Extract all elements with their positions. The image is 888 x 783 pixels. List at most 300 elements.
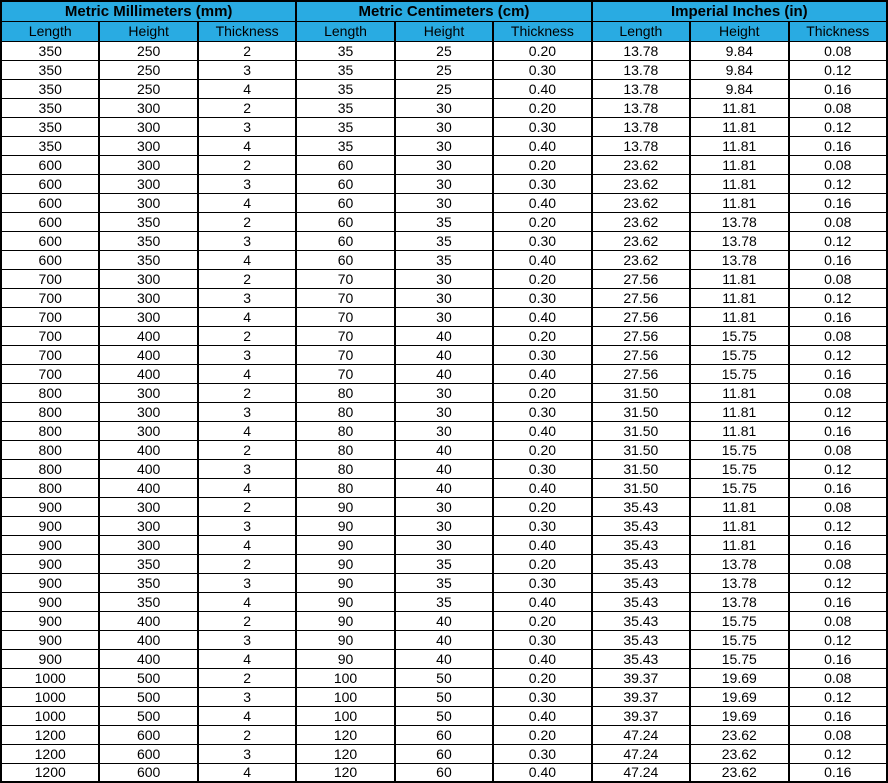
table-cell: 15.75: [690, 326, 788, 345]
table-cell: 0.20: [493, 155, 591, 174]
table-cell: 300: [99, 402, 197, 421]
table-cell: 35: [395, 592, 493, 611]
table-cell: 350: [1, 79, 99, 98]
table-cell: 120: [296, 763, 394, 782]
table-cell: 350: [1, 41, 99, 60]
table-cell: 4: [198, 364, 296, 383]
table-cell: 800: [1, 421, 99, 440]
table-cell: 23.62: [592, 250, 690, 269]
table-cell: 3: [198, 744, 296, 763]
table-cell: 0.16: [789, 763, 888, 782]
table-cell: 40: [395, 364, 493, 383]
table-row: [1, 117, 887, 136]
table-cell: 90: [296, 592, 394, 611]
table-cell: 0.12: [789, 459, 888, 478]
table-cell: 40: [395, 440, 493, 459]
table-row: [1, 649, 887, 668]
table-cell: 350: [99, 592, 197, 611]
table-row: [1, 744, 887, 763]
table-cell: 100: [296, 668, 394, 687]
table-cell: 0.30: [493, 288, 591, 307]
table-cell: 15.75: [690, 364, 788, 383]
table-cell: 35.43: [592, 630, 690, 649]
table-cell: 4: [198, 535, 296, 554]
table-cell: 4: [198, 250, 296, 269]
table-cell: 35: [296, 60, 394, 79]
table-cell: 350: [1, 136, 99, 155]
table-cell: 2: [198, 497, 296, 516]
table-cell: 0.08: [789, 383, 888, 402]
table-cell: 50: [395, 706, 493, 725]
table-cell: 500: [99, 668, 197, 687]
table-cell: 4: [198, 193, 296, 212]
table-cell: 70: [296, 326, 394, 345]
table-cell: 23.62: [690, 744, 788, 763]
table-cell: 15.75: [690, 459, 788, 478]
table-cell: 3: [198, 174, 296, 193]
table-cell: 0.20: [493, 326, 591, 345]
table-cell: 9.84: [690, 79, 788, 98]
table-cell: 1200: [1, 725, 99, 744]
table-cell: 60: [395, 725, 493, 744]
group-header-mm: Metric Millimeters (mm): [1, 1, 296, 21]
table-cell: 13.78: [690, 231, 788, 250]
table-cell: 500: [99, 706, 197, 725]
table-cell: 47.24: [592, 763, 690, 782]
table-cell: 0.30: [493, 402, 591, 421]
table-cell: 31.50: [592, 459, 690, 478]
table-cell: 25: [395, 41, 493, 60]
table-cell: 900: [1, 535, 99, 554]
table-cell: 0.40: [493, 193, 591, 212]
table-cell: 300: [99, 421, 197, 440]
table-row: [1, 725, 887, 744]
table-cell: 70: [296, 288, 394, 307]
table-cell: 2: [198, 554, 296, 573]
table-cell: 0.40: [493, 364, 591, 383]
table-cell: 2: [198, 668, 296, 687]
table-cell: 350: [99, 573, 197, 592]
table-cell: 70: [296, 269, 394, 288]
table-cell: 0.20: [493, 668, 591, 687]
table-row: [1, 193, 887, 212]
table-row: [1, 687, 887, 706]
table-cell: 3: [198, 630, 296, 649]
table-cell: 39.37: [592, 668, 690, 687]
table-cell: 4: [198, 478, 296, 497]
table-cell: 0.08: [789, 668, 888, 687]
table-cell: 90: [296, 554, 394, 573]
table-cell: 0.16: [789, 706, 888, 725]
table-cell: 31.50: [592, 421, 690, 440]
table-cell: 350: [1, 117, 99, 136]
table-row: [1, 592, 887, 611]
table-cell: 3: [198, 687, 296, 706]
table-cell: 350: [99, 554, 197, 573]
table-cell: 250: [99, 79, 197, 98]
table-cell: 13.78: [690, 554, 788, 573]
table-cell: 11.81: [690, 174, 788, 193]
table-cell: 9.84: [690, 60, 788, 79]
table-cell: 0.16: [789, 478, 888, 497]
table-cell: 4: [198, 649, 296, 668]
table-cell: 30: [395, 174, 493, 193]
table-row: [1, 668, 887, 687]
table-cell: 3: [198, 288, 296, 307]
table-cell: 300: [99, 516, 197, 535]
table-cell: 500: [99, 687, 197, 706]
table-cell: 3: [198, 231, 296, 250]
table-cell: 70: [296, 307, 394, 326]
table-cell: 350: [99, 212, 197, 231]
table-cell: 300: [99, 535, 197, 554]
table-cell: 90: [296, 630, 394, 649]
table-cell: 600: [1, 212, 99, 231]
col-header-thickness-mm: Thickness: [198, 21, 296, 41]
table-cell: 600: [1, 155, 99, 174]
table-cell: 40: [395, 630, 493, 649]
table-cell: 60: [296, 231, 394, 250]
table-cell: 35: [395, 554, 493, 573]
table-row: [1, 288, 887, 307]
table-cell: 3: [198, 345, 296, 364]
table-cell: 15.75: [690, 440, 788, 459]
table-cell: 4: [198, 307, 296, 326]
table-cell: 250: [99, 60, 197, 79]
table-row: [1, 212, 887, 231]
table-cell: 35.43: [592, 516, 690, 535]
table-cell: 11.81: [690, 193, 788, 212]
table-cell: 0.20: [493, 269, 591, 288]
table-cell: 30: [395, 421, 493, 440]
table-cell: 30: [395, 383, 493, 402]
table-cell: 400: [99, 364, 197, 383]
table-cell: 400: [99, 326, 197, 345]
table-cell: 0.08: [789, 326, 888, 345]
table-cell: 90: [296, 497, 394, 516]
table-cell: 2: [198, 212, 296, 231]
table-cell: 39.37: [592, 706, 690, 725]
table-cell: 11.81: [690, 535, 788, 554]
table-cell: 0.30: [493, 60, 591, 79]
table-cell: 30: [395, 136, 493, 155]
table-cell: 60: [296, 193, 394, 212]
table-cell: 0.16: [789, 79, 888, 98]
table-cell: 700: [1, 364, 99, 383]
table-cell: 0.20: [493, 41, 591, 60]
table-row: [1, 459, 887, 478]
table-cell: 35: [395, 573, 493, 592]
table-cell: 13.78: [690, 212, 788, 231]
table-cell: 35: [395, 231, 493, 250]
table-cell: 30: [395, 269, 493, 288]
table-row: [1, 60, 887, 79]
table-cell: 0.08: [789, 554, 888, 573]
table-cell: 4: [198, 421, 296, 440]
table-cell: 90: [296, 649, 394, 668]
col-header-length-in: Length: [592, 21, 690, 41]
table-cell: 0.40: [493, 478, 591, 497]
col-header-thickness-in: Thickness: [789, 21, 888, 41]
group-header-cm: Metric Centimeters (cm): [296, 1, 591, 21]
table-cell: 23.62: [592, 155, 690, 174]
table-cell: 13.78: [690, 250, 788, 269]
table-cell: 35.43: [592, 497, 690, 516]
table-cell: 0.08: [789, 725, 888, 744]
table-cell: 27.56: [592, 364, 690, 383]
table-cell: 0.08: [789, 611, 888, 630]
table-cell: 35: [395, 250, 493, 269]
table-cell: 300: [99, 117, 197, 136]
table-cell: 0.16: [789, 307, 888, 326]
table-row: [1, 98, 887, 117]
table-cell: 15.75: [690, 345, 788, 364]
table-cell: 0.40: [493, 136, 591, 155]
table-cell: 400: [99, 478, 197, 497]
table-cell: 2: [198, 383, 296, 402]
table-cell: 0.12: [789, 60, 888, 79]
table-cell: 300: [99, 269, 197, 288]
table-body: [1, 41, 887, 782]
table-cell: 11.81: [690, 136, 788, 155]
table-cell: 80: [296, 421, 394, 440]
table-cell: 700: [1, 326, 99, 345]
table-cell: 23.62: [592, 231, 690, 250]
table-row: [1, 345, 887, 364]
table-cell: 31.50: [592, 383, 690, 402]
table-cell: 39.37: [592, 687, 690, 706]
table-cell: 0.20: [493, 554, 591, 573]
table-cell: 0.40: [493, 592, 591, 611]
table-cell: 0.16: [789, 364, 888, 383]
table-row: [1, 231, 887, 250]
table-cell: 40: [395, 649, 493, 668]
table-cell: 600: [1, 193, 99, 212]
table-row: [1, 79, 887, 98]
table-row: [1, 326, 887, 345]
table-cell: 800: [1, 440, 99, 459]
table-cell: 30: [395, 535, 493, 554]
group-header-in: Imperial Inches (in): [592, 1, 887, 21]
table-cell: 0.12: [789, 687, 888, 706]
table-cell: 2: [198, 41, 296, 60]
table-cell: 0.40: [493, 535, 591, 554]
table-cell: 80: [296, 459, 394, 478]
table-cell: 60: [296, 155, 394, 174]
table-row: [1, 497, 887, 516]
table-cell: 0.40: [493, 307, 591, 326]
table-cell: 0.08: [789, 212, 888, 231]
table-cell: 80: [296, 440, 394, 459]
table-cell: 40: [395, 459, 493, 478]
table-cell: 50: [395, 687, 493, 706]
table-row: [1, 763, 887, 782]
table-cell: 30: [395, 497, 493, 516]
table-cell: 35: [296, 79, 394, 98]
table-cell: 40: [395, 478, 493, 497]
table-cell: 40: [395, 611, 493, 630]
table-cell: 11.81: [690, 98, 788, 117]
table-cell: 27.56: [592, 345, 690, 364]
table-cell: 700: [1, 269, 99, 288]
table-cell: 900: [1, 611, 99, 630]
table-cell: 0.12: [789, 744, 888, 763]
table-cell: 400: [99, 611, 197, 630]
table-cell: 30: [395, 288, 493, 307]
table-cell: 90: [296, 611, 394, 630]
table-cell: 15.75: [690, 478, 788, 497]
table-cell: 250: [99, 41, 197, 60]
table-cell: 1200: [1, 763, 99, 782]
table-cell: 11.81: [690, 516, 788, 535]
table-cell: 50: [395, 668, 493, 687]
table-cell: 11.81: [690, 155, 788, 174]
table-cell: 300: [99, 136, 197, 155]
table-cell: 35: [296, 41, 394, 60]
table-header: [1, 1, 887, 41]
group-header-row: [1, 1, 887, 21]
table-cell: 30: [395, 516, 493, 535]
table-cell: 70: [296, 364, 394, 383]
table-cell: 120: [296, 725, 394, 744]
table-cell: 300: [99, 193, 197, 212]
table-cell: 900: [1, 630, 99, 649]
table-cell: 0.20: [493, 212, 591, 231]
table-cell: 0.16: [789, 421, 888, 440]
table-cell: 0.20: [493, 383, 591, 402]
table-cell: 0.40: [493, 706, 591, 725]
table-cell: 0.12: [789, 231, 888, 250]
table-cell: 23.62: [592, 174, 690, 193]
table-cell: 25: [395, 79, 493, 98]
table-cell: 13.78: [592, 98, 690, 117]
table-cell: 0.12: [789, 288, 888, 307]
table-row: [1, 421, 887, 440]
col-header-length-cm: Length: [296, 21, 394, 41]
table-cell: 35.43: [592, 535, 690, 554]
table-cell: 30: [395, 155, 493, 174]
table-cell: 350: [99, 231, 197, 250]
table-cell: 400: [99, 649, 197, 668]
table-cell: 0.30: [493, 630, 591, 649]
table-cell: 30: [395, 117, 493, 136]
table-cell: 900: [1, 516, 99, 535]
table-cell: 3: [198, 573, 296, 592]
table-cell: 60: [296, 250, 394, 269]
table-cell: 40: [395, 326, 493, 345]
col-header-thickness-cm: Thickness: [493, 21, 591, 41]
table-cell: 0.30: [493, 231, 591, 250]
table-cell: 0.08: [789, 440, 888, 459]
table-cell: 900: [1, 649, 99, 668]
table-cell: 27.56: [592, 288, 690, 307]
table-cell: 300: [99, 307, 197, 326]
table-cell: 4: [198, 136, 296, 155]
table-cell: 15.75: [690, 649, 788, 668]
table-cell: 11.81: [690, 288, 788, 307]
table-cell: 47.24: [592, 725, 690, 744]
table-cell: 0.30: [493, 459, 591, 478]
table-cell: 400: [99, 440, 197, 459]
table-cell: 900: [1, 497, 99, 516]
table-cell: 35: [296, 136, 394, 155]
table-cell: 27.56: [592, 326, 690, 345]
table-cell: 9.84: [690, 41, 788, 60]
table-cell: 0.08: [789, 269, 888, 288]
table-cell: 13.78: [592, 60, 690, 79]
table-cell: 700: [1, 345, 99, 364]
table-cell: 19.69: [690, 668, 788, 687]
table-cell: 0.08: [789, 497, 888, 516]
table-cell: 13.78: [592, 117, 690, 136]
table-cell: 600: [1, 174, 99, 193]
table-cell: 0.16: [789, 136, 888, 155]
table-cell: 13.78: [690, 573, 788, 592]
table-row: [1, 535, 887, 554]
table-cell: 300: [99, 383, 197, 402]
table-cell: 900: [1, 592, 99, 611]
table-cell: 4: [198, 706, 296, 725]
table-cell: 13.78: [592, 41, 690, 60]
table-cell: 1200: [1, 744, 99, 763]
table-cell: 800: [1, 459, 99, 478]
table-cell: 11.81: [690, 421, 788, 440]
table-cell: 0.12: [789, 573, 888, 592]
table-cell: 60: [296, 212, 394, 231]
table-cell: 3: [198, 459, 296, 478]
table-cell: 3: [198, 117, 296, 136]
table-cell: 90: [296, 535, 394, 554]
table-cell: 600: [1, 231, 99, 250]
table-cell: 19.69: [690, 706, 788, 725]
table-cell: 31.50: [592, 402, 690, 421]
table-row: [1, 155, 887, 174]
table-cell: 4: [198, 592, 296, 611]
table-cell: 35.43: [592, 611, 690, 630]
table-cell: 800: [1, 383, 99, 402]
table-cell: 0.12: [789, 345, 888, 364]
table-cell: 23.62: [592, 212, 690, 231]
table-cell: 80: [296, 383, 394, 402]
table-row: [1, 136, 887, 155]
table-cell: 0.16: [789, 193, 888, 212]
table-cell: 350: [1, 60, 99, 79]
table-row: [1, 402, 887, 421]
table-cell: 11.81: [690, 402, 788, 421]
table-row: [1, 364, 887, 383]
table-cell: 11.81: [690, 307, 788, 326]
table-cell: 600: [99, 744, 197, 763]
table-cell: 100: [296, 706, 394, 725]
table-cell: 300: [99, 98, 197, 117]
table-cell: 30: [395, 307, 493, 326]
table-cell: 0.40: [493, 79, 591, 98]
table-cell: 0.12: [789, 630, 888, 649]
table-cell: 0.16: [789, 592, 888, 611]
table-cell: 2: [198, 440, 296, 459]
table-cell: 120: [296, 744, 394, 763]
table-cell: 0.12: [789, 117, 888, 136]
table-cell: 0.08: [789, 98, 888, 117]
col-header-height-mm: Height: [99, 21, 197, 41]
table-cell: 3: [198, 402, 296, 421]
table-cell: 700: [1, 288, 99, 307]
table-cell: 90: [296, 573, 394, 592]
table-cell: 35.43: [592, 592, 690, 611]
col-header-height-in: Height: [690, 21, 788, 41]
table-row: [1, 250, 887, 269]
table-cell: 70: [296, 345, 394, 364]
